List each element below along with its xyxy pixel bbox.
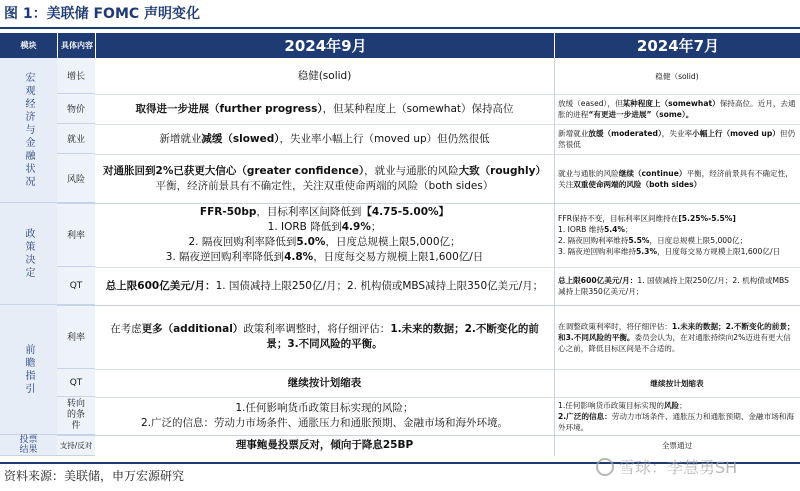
jul-cond-b2: 2.广泛的信息： [558,411,612,421]
sub-label-fwd-rate: 利率 [57,305,95,369]
sep-risk [95,154,554,203]
sep-fwd-rate [95,305,554,369]
jul-employment-t2: ，失业率 [661,129,693,138]
sep-rate-l3b: 5.0% [296,236,326,248]
sep-fwd-t1: 在考虑 [110,323,142,335]
jul-employment-b1: 放缓（moderated） [588,129,662,138]
jul-rate-l1a: FFR保持不变，目标利率区间维持在 [558,214,679,223]
jul-employment [554,124,800,154]
figure-title: 图 1：美联储 FOMC 声明变化 [4,6,201,22]
jul-rate-l4c: ，日度每交易方规模上限1,600亿/日 [657,247,781,256]
jul-rate-l2a: 1. IORB 维持 [558,225,604,234]
sub-label-risk: 风险 [57,154,95,203]
category-policy [0,203,57,305]
sep-rate-l2c: ； [370,221,382,233]
jul-cond-t1: 1.任何影响货币政策目标实现的 [558,400,664,410]
sep-risk-b1: 对通胀回到2%已获更大信心（greater confidence） [103,164,365,177]
sep-growth: 稳健(solid) [297,69,352,82]
sep-fwd-b2: 1.未来的数据；2.不断变化的前景；3.不同风险的平衡。 [266,323,539,350]
sep-fwd-b1: 更多（additional） [141,323,244,335]
jul-risk-t2: 平衡，经济前景具有不确定性，关注 [558,168,793,189]
sep-rate-l2a: 1. IORB 降低到 [267,221,342,233]
sep-cond-l1: 1.任何影响货币政策目标实现的风险； [235,402,414,414]
jul-rate-l3b: 5.5% [628,236,650,245]
sub-label-vote: 支持/反对 [57,435,95,456]
jul-prices-b1: 某种程度上（somewhat） [622,99,720,108]
jul-fwd-rate [554,305,800,369]
jul-risk-b1: 继续（continue） [618,168,687,178]
category-macro [0,58,57,203]
sep-rate-l4b: 4.8% [284,251,314,263]
jul-rate-l3a: 2. 隔夜回购利率维持 [558,236,629,245]
sub-label-qt: QT [57,267,95,305]
jul-prices-t2: 保持高位。近月，去通胀的进程 [558,99,796,119]
sep-qt-b1: 总上限600亿美元/月： [105,279,216,292]
jul-fwd-b1: 1.未来的数据；2.不断变化的前景；和3.不同风险的平衡。 [558,321,795,342]
sep-rate-l4c: ，日度每交易方规模上限1,600亿/日 [313,251,484,263]
snowball-logo-icon [596,458,614,476]
jul-vote: 全票通过 [661,441,693,450]
jul-risk-t1: 就业与通胀的风险 [558,168,619,178]
header-module: 模块 [0,33,57,58]
jul-cond-t2: ； [679,400,687,410]
jul-employment-t3: 但仍然很低 [558,129,796,149]
sep-risk-t1: ，就业与通胀的风险 [364,164,459,177]
sep-rate-l3c: ，日度总规模上限5,000亿； [325,236,461,248]
sep-risk-t2: 平衡，经济前景具有不确定性，关注双重使命两端的风险（both sides） [155,179,494,192]
source-note: 资料来源：美联储，申万宏源研究 [4,469,185,483]
sep-rate-l1c: 【4.75-5.00%】 [361,206,450,218]
jul-fwd-t1: 在调整政策利率时，将仔细评估： [558,321,672,331]
jul-prices [554,94,800,124]
category-vote-label: 投票结果 [19,435,38,455]
sub-label-conditions-text: 转向的条件 [66,399,85,431]
sep-qt [95,267,554,305]
sep-qt-t1: 1. 国债减持上限250亿/月；2. 机构债或MBS减持上限350亿美元/月； [215,279,544,292]
sep-rate-l4a: 3. 隔夜逆回购利率降低到 [165,251,285,263]
jul-fwd-qt: 继续按计划缩表 [650,378,704,388]
sep-employment-t1: 新增就业 [159,132,202,145]
sep-risk-b2: 大致（roughly） [458,164,546,177]
sub-label-growth: 增长 [57,58,95,94]
sep-rate-l2b: 4.9% [341,221,371,233]
category-forward-label: 前瞻指引 [23,343,34,396]
jul-risk [554,154,800,203]
jul-risk-b2: 双重使命两端的风险（both sides） [573,179,702,189]
jul-qt-b1: 总上限600亿美元/月： [558,276,638,285]
jul-prices-t1: 放缓（eased），但 [558,99,623,108]
header-content: 具体内容 [57,33,96,58]
jul-rate-l4b: 5.3% [636,247,658,256]
sep-prices-text: ，但某种程度上（somewhat）保持高位 [322,102,514,115]
jul-qt [554,267,800,305]
category-macro-label: 宏观经济与金融状况 [23,71,34,189]
jul-policy-rate [554,203,800,267]
sep-employment [95,124,554,154]
sep-fwd-qt: 继续按计划缩表 [287,376,362,389]
sep-policy-rate [95,203,554,267]
sep-employment-b1: 减缓（slowed） [201,132,280,145]
jul-prices-t3: “有更进一步进展”（some）。 [588,110,694,119]
jul-rate-l3c: ，日度总规模上限5,000亿； [649,236,748,245]
sep-conditions [95,397,554,435]
jul-cond-t3: 劳动力市场条件、通胀压力和通胀预期、金融市场和海外环境。 [558,411,794,432]
sep-rate-l3a: 2. 隔夜回购利率降低到 [188,236,297,248]
jul-fwd-t2: 委员会认为，在对通胀持续向2%迈进有更大信心之前，降低目标区间是不合适的。 [558,332,791,353]
sep-rate-l1a: FFR-50bp [199,206,257,218]
title-rule [0,27,800,29]
watermark-text: 雪球：李慧勇SH [619,458,738,477]
sep-cond-l2: 2.广泛的信息：劳动力市场条件、通胀压力和通胀预期、金融市场和海外环境。 [140,417,509,429]
sep-vote: 理事鲍曼投票反对，倾向于降息25BP [235,439,414,451]
jul-rate-l2c: ； [625,225,633,234]
sep-fwd-t2: 政策利率调整时，将仔细评估： [243,323,391,335]
category-policy-label: 政策决定 [23,227,34,280]
sub-label-prices: 物价 [57,94,95,124]
sep-prices [95,94,554,124]
category-vote [0,435,57,456]
sep-employment-t2: ，失业率小幅上行（moved up）但仍然很低 [279,132,490,145]
jul-employment-b2: 小幅上行（moved up） [692,129,780,138]
jul-growth: 稳健（solid) [655,71,699,81]
header-jul-2024: 2024年7月 [554,33,800,58]
jul-rate-l1b: [5.25%-5.5%] [678,214,736,223]
jul-rate-l2b: 5.4% [603,225,626,234]
sub-label-conditions [57,397,95,435]
jul-conditions [554,397,800,435]
category-forward [0,305,57,435]
header-sep-2024: 2024年9月 [95,33,555,58]
sub-label-employment: 就业 [57,124,95,154]
jul-cond-b1: 风险 [663,400,680,410]
sub-label-policy-rate: 利率 [57,203,95,267]
jul-qt-t1: 1. 国债减持上限250亿/月；2. 机构债或MBS减持上限350亿美元/月； [558,276,789,296]
jul-rate-l4a: 3. 隔夜逆回购利率维持 [558,247,637,256]
watermark [596,455,737,478]
sep-rate-l1b: ，目标利率区间降低到 [256,206,362,218]
sub-label-fwd-qt: QT [57,369,95,397]
sep-prices-bold: 取得进一步进展（further progress） [135,102,323,115]
jul-employment-t1: 新增就业 [558,129,589,138]
